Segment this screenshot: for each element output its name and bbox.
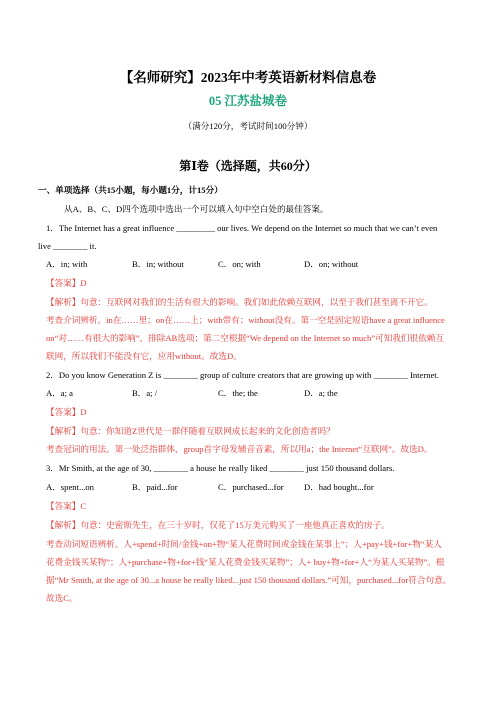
option-a: A．spent...on (46, 482, 94, 492)
section-heading: 一、单项选择（共15小题，每小题1分，计15分） (38, 185, 223, 195)
option-a: A．in; with (46, 259, 88, 269)
answer-label: 【答案】D (46, 278, 87, 288)
answer-label: 【答案】C (46, 501, 87, 511)
analysis-line: on“对……有很大的影响”，排除AB选项；第二空根据“We depend on the Internet so much”可知我们很依赖互 (46, 333, 444, 343)
option-c: C．purchased...for (218, 482, 284, 492)
option-d: D．a; the (304, 388, 338, 398)
option-c: C．the; the (218, 388, 258, 398)
analysis-line: 据“Mr Smith, at the age of 30...a house he really liked...just 150 thousand dollars.”可知，purchased...for符合句意。 (46, 575, 452, 585)
question-stem-continued: live ________ it. (38, 241, 97, 251)
document-title: 【名师研究】2023年中考英语新材料信息卷 (119, 70, 377, 85)
question-stem: 3．Mr Smith, at the age of 30, ________ a house he really liked ________ just 150 thousand dollars. (46, 463, 395, 473)
question-stem: 2．Do you know Generation Z is ________ group of culture creators that are growing up with ________ Internet. (46, 370, 439, 380)
analysis-line: 故选C。 (46, 593, 78, 603)
option-b: B．in; without (132, 259, 184, 269)
exam-note: （满分120分，考试时间100分钟） (183, 121, 313, 131)
option-d: D．on; without (304, 259, 359, 269)
analysis-line: 考查冠词的用法。第一处泛指群体，group首字母发辅音音素，所以用a；the Internet“互联网”。故选D。 (46, 444, 433, 454)
analysis-line: 考查介词辨析。in在……里；on在……上；with带有；without没有。第一空是固定短语have a great influence (46, 315, 445, 325)
option-a: A．a; a (46, 388, 73, 398)
analysis-line: 【解析】句意：互联网对我们的生活有很大的影响。我们如此依赖互联网，以至于我们甚至离不开它。 (46, 297, 433, 307)
analysis-line: 【解析】句意：你知道Z世代是一群伴随着互联网成长起来的文化创造者吗？ (46, 426, 335, 436)
analysis-line: 考查动词短语辨析。人+spend+时间/金钱+on+物“某人花费时间或金钱在某事上”；人+pay+钱+for+物“某人 (46, 539, 442, 549)
answer-label: 【答案】D (46, 407, 87, 417)
analysis-line: 花费金钱买某物”；人+purchase+物+for+钱“某人花费金钱买某物”；人+ buy+物+for+人“为某人买某物”。根 (46, 557, 445, 567)
option-b: B．paid...for (132, 482, 178, 492)
option-b: B．a; / (132, 388, 158, 398)
document-subtitle: 05 江苏盐城卷 (208, 94, 288, 108)
analysis-line: 【解析】句意：史密斯先生，在三十岁时，仅花了15万美元购买了一座他真正喜欢的房子。 (46, 520, 390, 530)
section-instruction: 从A、B、C、D四个选项中选出一个可以填入句中空白处的最佳答案。 (64, 204, 329, 214)
option-d: D．had bought...for (304, 482, 374, 492)
analysis-line: 联网，所以我们不能没有它，应用without。故选D。 (46, 351, 242, 361)
part-heading: 第Ⅰ卷（选择题，共60分） (179, 159, 317, 173)
option-c: C．on; with (218, 259, 261, 269)
question-stem: 1．The Internet has a great influence _________ our lives. We depend on the Internet so much that we can’t even (46, 223, 438, 233)
